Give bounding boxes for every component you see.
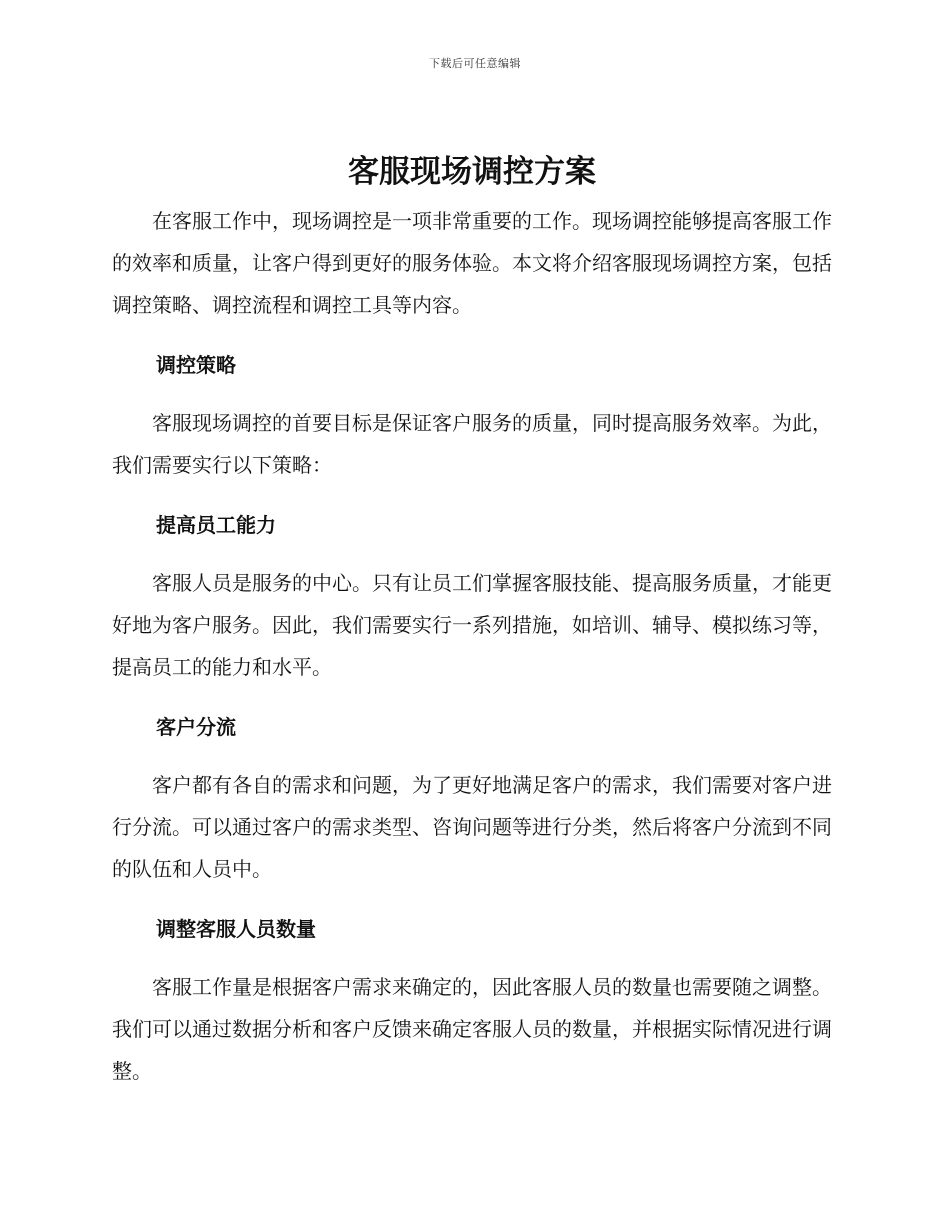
section-heading-staff-ability: 提高员工能力 bbox=[156, 513, 276, 537]
section-body-strategy: 客服现场调控的首要目标是保证客户服务的质量，同时提高服务效率。为此，我们需要实行以下策略： bbox=[112, 411, 832, 477]
document-title: 客服现场调控方案 bbox=[348, 154, 596, 190]
section-body-customer-routing: 客户都有各自的需求和问题，为了更好地满足客户的需求，我们需要对客户进行分流。可以通过客户的需求类型、咨询问题等进行分类，然后将客户分流到不同的队伍和人员中。 bbox=[112, 773, 832, 881]
section-heading-staff-count: 调整客服人员数量 bbox=[156, 917, 316, 941]
section-body-staff-ability: 客服人员是服务的中心。只有让员工们掌握客服技能、提高服务质量，才能更好地为客户服务。因此，我们需要实行一系列措施，如培训、辅导、模拟练习等，提高员工的能力和水平。 bbox=[112, 571, 832, 679]
section-body-staff-count: 客服工作量是根据客户需求来确定的，因此客服人员的数量也需要随之调整。我们可以通过数据分析和客户反馈来确定客服人员的数量，并根据实际情况进行调整。 bbox=[112, 975, 832, 1083]
intro-paragraph: 在客服工作中，现场调控是一项非常重要的工作。现场调控能够提高客服工作的效率和质量，让客户得到更好的服务体验。本文将介绍客服现场调控方案，包括调控策略、调控流程和调控工具等内容。 bbox=[112, 209, 832, 317]
header-note: 下载后可任意编辑 bbox=[429, 57, 521, 70]
document-body bbox=[112, 150, 832, 1092]
section-heading-strategy: 调控策略 bbox=[156, 353, 236, 377]
section-heading-customer-routing: 客户分流 bbox=[156, 715, 236, 739]
